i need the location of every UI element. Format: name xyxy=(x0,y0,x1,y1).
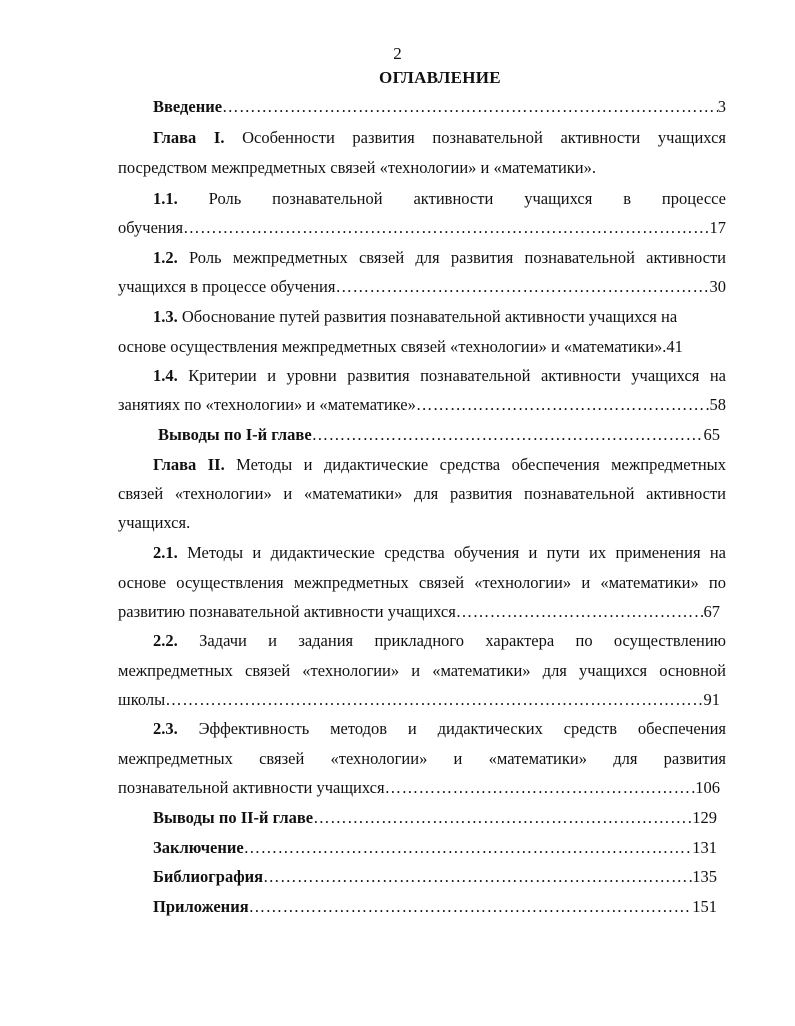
toc-section-2-1-line2: основе осуществления межпредметных связей «технологии» и «математики» по xyxy=(118,573,726,592)
toc-conclusions-1[interactable] xyxy=(158,424,720,446)
section-title: Методы и дидактические средства обучения и пути их применения на xyxy=(187,543,726,562)
toc-page: 91 xyxy=(703,690,720,709)
section-title-cont: учащихся в процессе обучения xyxy=(118,277,336,296)
toc-section-1-4-line1[interactable] xyxy=(153,365,726,387)
chapter-number: Глава I. xyxy=(153,128,225,147)
leader-dots xyxy=(222,96,718,118)
leader-dots xyxy=(335,276,709,298)
section-title-cont: познавательной активности учащихся xyxy=(118,778,385,797)
toc-chapter-2-line2: связей «технологии» и «математики» для развития познавательной активности xyxy=(118,484,726,503)
toc-chapter-2-line3: учащихся. xyxy=(118,513,191,532)
section-title-cont: обучения xyxy=(118,218,184,237)
toc-entry-intro[interactable] xyxy=(153,96,726,118)
toc-section-2-2-line3[interactable] xyxy=(118,689,720,711)
toc-section-2-3-line1[interactable] xyxy=(153,718,726,740)
toc-page: 106 xyxy=(695,778,720,797)
toc-page: 135 xyxy=(692,867,717,886)
section-number: 2.1. xyxy=(153,543,178,562)
toc-section-1-2-line1[interactable] xyxy=(153,247,726,269)
toc-label: Выводы по I-й главе xyxy=(158,425,312,444)
section-number: 2.3. xyxy=(153,719,178,738)
section-title-cont: школы xyxy=(118,690,166,709)
page-number: 2 xyxy=(393,44,402,63)
toc-section-1-3-line1[interactable] xyxy=(153,306,726,328)
toc-label: Библиография xyxy=(153,867,264,886)
section-title-cont: занятиях по «технологии» и «математике» xyxy=(118,395,416,414)
toc-section-1-4-line2[interactable] xyxy=(118,394,726,416)
toc-page: 129 xyxy=(692,808,717,827)
leader-dots xyxy=(312,424,704,446)
section-number: 1.2. xyxy=(153,248,178,267)
section-title: Обоснование путей развития познавательной активности учащихся на xyxy=(181,307,678,326)
toc-section-1-2-line2[interactable] xyxy=(118,276,726,298)
section-number: 2.2. xyxy=(153,631,178,650)
toc-section-2-1-line1[interactable] xyxy=(153,542,726,564)
toc-page: 65 xyxy=(703,425,720,444)
toc-label: Выводы по II-й главе xyxy=(153,808,314,827)
leader-dots xyxy=(244,837,693,859)
section-title-cont: развитию познавательной активности учащихся xyxy=(118,602,456,621)
chapter-title: Особенности развития познавательной активности учащихся xyxy=(242,128,726,147)
toc-label: Введение xyxy=(153,97,223,116)
toc-conclusions-2[interactable] xyxy=(153,807,717,829)
section-number: 1.3. xyxy=(153,307,178,326)
toc-label: Заключение xyxy=(153,838,244,857)
leader-dots xyxy=(165,689,703,711)
chapter-number: Глава II. xyxy=(153,455,225,474)
chapter-title: Методы и дидактические средства обеспечения межпредметных xyxy=(236,455,726,474)
section-title: Критерии и уровни развития познавательной активности учащихся на xyxy=(188,366,726,385)
toc-chapter-1-line2: посредством межпредметных связей «технологии» и «математики». xyxy=(118,158,596,177)
leader-dots xyxy=(263,866,692,888)
toc-section-2-1-line3[interactable] xyxy=(118,601,720,623)
toc-conclusion[interactable] xyxy=(153,837,717,859)
toc-page: 58 xyxy=(709,395,726,414)
toc-page: 131 xyxy=(692,838,717,857)
section-number: 1.4. xyxy=(153,366,178,385)
section-title: Задачи и задания прикладного характера по осуществлению xyxy=(199,631,726,650)
toc-section-2-3-line3[interactable] xyxy=(118,777,720,799)
toc-page: 67 xyxy=(703,602,720,621)
toc-section-1-1-line2[interactable] xyxy=(118,217,726,239)
toc-appendices[interactable] xyxy=(153,896,717,918)
section-number: 1.1. xyxy=(153,189,178,208)
section-title: Эффективность методов и дидактических средств обеспечения xyxy=(198,719,726,738)
toc-page: 30 xyxy=(709,277,726,296)
toc-page: 17 xyxy=(709,218,726,237)
toc-label: Приложения xyxy=(153,897,249,916)
leader-dots xyxy=(249,896,693,918)
toc-chapter-2-line1[interactable] xyxy=(153,454,726,476)
leader-dots xyxy=(416,394,710,416)
leader-dots xyxy=(183,217,709,239)
toc-section-2-2-line2: межпредметных связей «технологии» и «математики» для учащихся основной xyxy=(118,661,726,680)
toc-bibliography[interactable] xyxy=(153,866,717,888)
leader-dots xyxy=(385,777,696,799)
toc-section-1-3-line2[interactable]: основе осуществления межпредметных связей «технологии» и «математики».41 xyxy=(118,337,683,356)
section-title: Роль межпредметных связей для развития познавательной активности xyxy=(189,248,726,267)
toc-section-2-3-line2: межпредметных связей «технологии» и «математики» для развития xyxy=(118,749,726,768)
leader-dots xyxy=(456,601,704,623)
toc-page: 151 xyxy=(692,897,717,916)
toc-section-1-1-line1[interactable] xyxy=(153,188,726,210)
toc-section-2-2-line1[interactable] xyxy=(153,630,726,652)
section-title: Роль познавательной активности учащихся в процессе xyxy=(208,189,726,208)
toc-chapter-1-line1[interactable] xyxy=(153,127,726,149)
page-title: ОГЛАВЛЕНИЕ xyxy=(379,68,501,87)
leader-dots xyxy=(313,807,692,829)
toc-page: 3 xyxy=(717,97,726,116)
